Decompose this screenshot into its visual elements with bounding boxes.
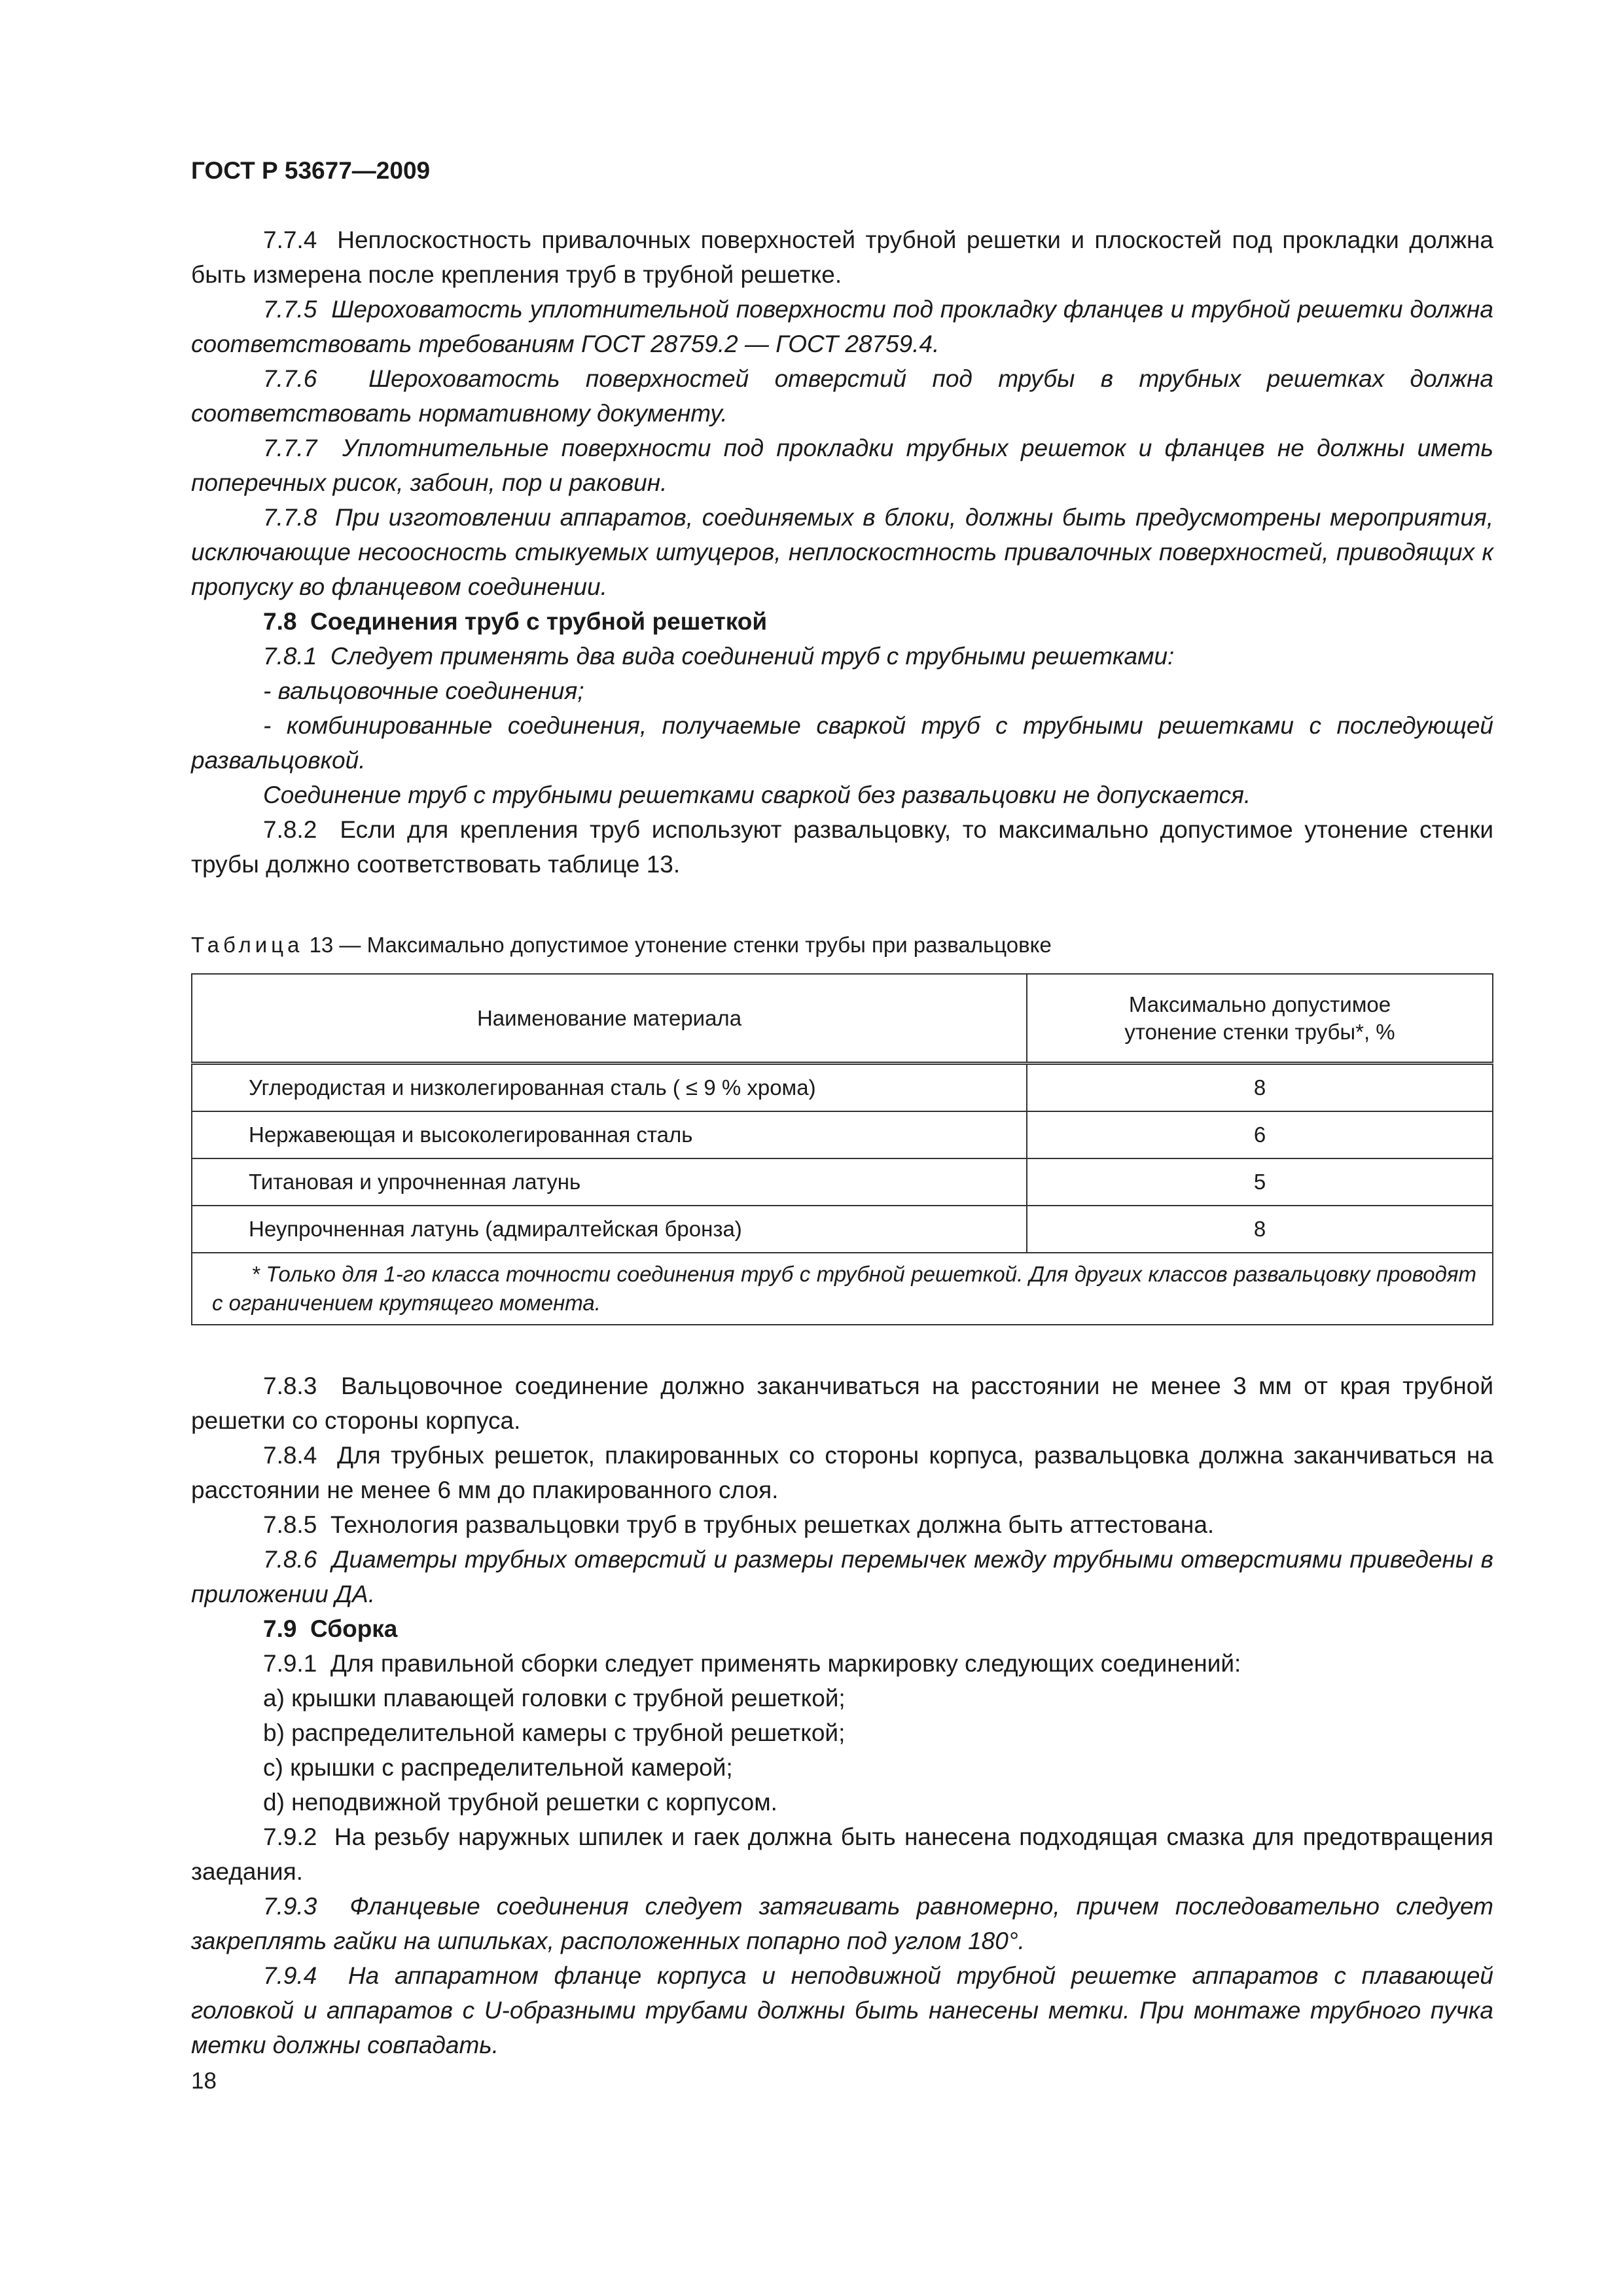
document-header: ГОСТ Р 53677—2009 (191, 157, 431, 184)
list-item: c) крышки с распределительной камерой; (263, 1754, 733, 1781)
table-row (192, 1158, 1493, 1206)
list-item: - вальцовочные соединения; (263, 677, 584, 704)
page-number: 18 (191, 2068, 217, 2094)
list-item: a) крышки плавающей головки с трубной решеткой; (263, 1685, 846, 1712)
paragraph-7-9-1: 7.9.1 Для правильной сборки следует применять маркировку следующих соединений: (263, 1650, 1241, 1677)
paragraph-7-8-2: 7.8.2 Если для крепления труб используют развальцовку, то максимально допустимое утонение стенки трубы должно соответствовать таблице 13. (191, 816, 1493, 878)
value-cell: 6 (1027, 1111, 1493, 1158)
material-cell: Нержавеющая и высоколегированная сталь (192, 1111, 1027, 1158)
table-13 (191, 973, 1493, 1325)
list-item: d) неподвижной трубной решетки с корпусом. (263, 1789, 777, 1816)
value-cell: 8 (1027, 1064, 1493, 1112)
section-heading-7-8: 7.8 Соединения труб с трубной решеткой (263, 608, 768, 635)
column-header-thinning: Максимально допустимое утонение стенки трубы*, % (1027, 974, 1493, 1064)
material-cell: Углеродистая и низколегированная сталь ( ≤ 9 % хрома) (192, 1064, 1027, 1112)
paragraph-7-7-6: 7.7.6 Шероховатость поверхностей отверстий под трубы в трубных решетках должна соответствовать нормативному документу. (191, 365, 1494, 427)
paragraph-7-7-8: 7.7.8 При изготовлении аппаратов, соединяемых в блоки, должны быть предусмотрены мероприятия, исключающие несоосность стыкуемых штуцеров, неплоскостность привалочных поверхностей, приводящих к пропуску во фланцевом соединении. (191, 504, 1493, 600)
table-row (192, 1064, 1493, 1112)
paragraph-7-9-4: 7.9.4 На аппаратном фланце корпуса и неподвижной трубной решетке аппаратов с плавающей головкой и аппаратов с U-образными трубами должны быть нанесены метки. При монтаже трубного пучка метки должны совпадать. (191, 1962, 1493, 2058)
paragraph-7-8-6: 7.8.6 Диаметры трубных отверстий и размеры перемычек между трубными отверстиями приведены в приложении ДА. (191, 1546, 1493, 1607)
document-page (191, 157, 1493, 2062)
paragraph-7-8-5: 7.8.5 Технология развальцовки труб в трубных решетках должна быть аттестована. (263, 1511, 1215, 1538)
paragraph-7-7-4: 7.7.4 Неплоскостность привалочных поверхностей трубной решетки и плоскостей под прокладки должна быть измерена после крепления труб в трубной решетке. (191, 226, 1493, 288)
paragraph-7-9-2: 7.9.2 На резьбу наружных шпилек и гаек должна быть нанесена подходящая смазка для предотвращения заедания. (191, 1823, 1494, 1885)
paragraph-7-7-7: 7.7.7 Уплотнительные поверхности под прокладки трубных решеток и фланцев не должны иметь поперечных рисок, забоин, пор и раковин. (191, 435, 1493, 496)
list-item: b) распределительной камеры с трубной решеткой; (263, 1719, 846, 1746)
paragraph-7-9-3: 7.9.3 Фланцевые соединения следует затягивать равномерно, причем последовательно следует закреплять гайки на шпильках, расположенных попарно под углом 180°. (191, 1893, 1494, 1954)
table-row (192, 1206, 1493, 1253)
column-header-material: Наименование материала (192, 974, 1027, 1064)
material-cell: Титановая и упрочненная латунь (192, 1158, 1027, 1206)
table-footnote-row (192, 1253, 1493, 1325)
list-item: - комбинированные соединения, получаемые сваркой труб с трубными решетками с последующей развальцовкой. (191, 712, 1493, 774)
paragraph-note: Соединение труб с трубными решетками сваркой без развальцовки не допускается. (263, 781, 1251, 808)
table-row (192, 1111, 1493, 1158)
section-heading-7-9: 7.9 Сборка (263, 1615, 398, 1642)
paragraph-7-7-5: 7.7.5 Шероховатость уплотнительной поверхности под прокладку фланцев и трубной решетки должна соответствовать требованиям ГОСТ 28759.2 — ГОСТ 28759.4. (191, 296, 1493, 357)
table-caption: Таблица 13 — Максимально допустимое утонение стенки трубы при развальцовке (191, 933, 1052, 957)
value-cell: 8 (1027, 1206, 1493, 1253)
material-cell: Неупрочненная латунь (адмиралтейская бронза) (192, 1206, 1027, 1253)
content-after-table (191, 1369, 1493, 2062)
table-footnote: * Только для 1-го класса точности соединения труб с трубной решеткой. Для других классов развальцовку проводят с ограничением крутящего момента. (192, 1253, 1493, 1325)
value-cell: 5 (1027, 1158, 1493, 1206)
table-header-row (192, 974, 1493, 1064)
paragraph-7-8-1: 7.8.1 Следует применять два вида соединений труб с трубными решетками: (263, 643, 1175, 670)
paragraph-7-8-3: 7.8.3 Вальцовочное соединение должно заканчиваться на расстоянии не менее 3 мм от края трубной решетки со стороны корпуса. (191, 1372, 1494, 1434)
paragraph-7-8-4: 7.8.4 Для трубных решеток, плакированных со стороны корпуса, развальцовка должна заканчиваться на расстоянии не менее 6 мм до плакированного слоя. (191, 1442, 1494, 1503)
